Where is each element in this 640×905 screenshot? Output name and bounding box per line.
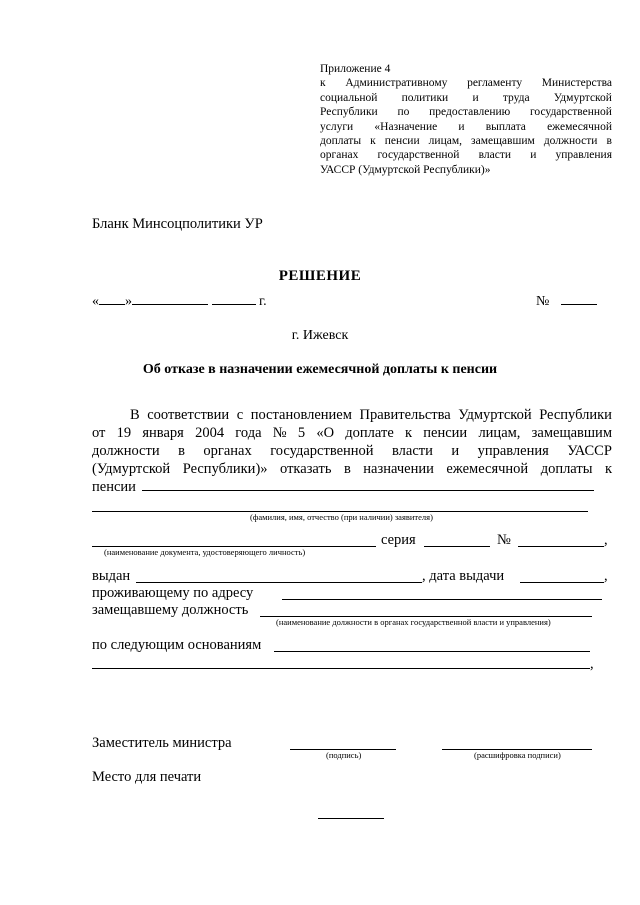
word: от xyxy=(92,425,106,441)
word: власти xyxy=(392,443,433,459)
word: социальной xyxy=(320,91,378,104)
signature-decode-caption: (расшифровка подписи) xyxy=(474,750,561,760)
grounds-label: по следующим основаниям xyxy=(92,637,262,653)
appendix-line: УАССР (Удмуртской Республики)» xyxy=(320,163,491,176)
word: выплата xyxy=(485,120,526,133)
word: органах xyxy=(320,149,359,162)
word: власти xyxy=(478,149,512,162)
issued-label: выдан xyxy=(92,568,131,584)
word: Удмуртской xyxy=(458,407,532,423)
series-field[interactable] xyxy=(424,546,490,547)
address-label: проживающему по адресу xyxy=(92,585,254,601)
word: Республики xyxy=(539,407,612,423)
appendix-line xyxy=(320,105,612,119)
quote-close: » xyxy=(125,294,132,309)
word: предоставлению xyxy=(429,106,511,119)
word: должности xyxy=(92,443,160,459)
word: должности xyxy=(543,135,598,148)
word: доплате xyxy=(345,425,394,441)
word: отказать xyxy=(280,461,332,477)
number-label: № xyxy=(536,294,550,309)
word: Республики xyxy=(320,106,378,119)
word: соответствии xyxy=(147,407,230,423)
grounds-field-2[interactable] xyxy=(92,668,590,669)
signature-caption: (подпись) xyxy=(326,750,362,760)
grounds-field[interactable] xyxy=(274,651,590,652)
paragraph-line xyxy=(92,478,612,496)
word: В xyxy=(130,407,140,423)
series-label: серия xyxy=(381,532,416,548)
pension-name-field[interactable] xyxy=(142,478,594,491)
quote-open: « xyxy=(92,294,99,309)
appendix-line xyxy=(320,76,612,90)
word: замещавшим xyxy=(471,135,535,148)
word: пенсии xyxy=(384,135,420,148)
decision-title: РЕШЕНИЕ xyxy=(278,268,362,284)
word: № xyxy=(272,425,287,441)
appendix-line: Приложение 4 xyxy=(320,63,391,75)
fio-caption: (фамилия, имя, отчество (при наличии) заявителя) xyxy=(250,512,433,522)
word: доплаты xyxy=(540,461,593,477)
word: и xyxy=(451,443,460,459)
paragraph-line xyxy=(92,406,612,424)
word: Удмуртской xyxy=(553,91,612,104)
word: «Назначение xyxy=(374,120,438,133)
deputy-minister-label: Заместитель министра xyxy=(92,735,232,751)
word: пенсии xyxy=(423,425,468,441)
word: назначении xyxy=(363,461,434,477)
word: ежемесячной xyxy=(446,461,529,477)
city-label: г. Ижевск xyxy=(291,328,349,343)
decision-number-field[interactable] xyxy=(561,292,597,305)
paragraph-line xyxy=(92,424,612,442)
footer-rule xyxy=(318,818,384,819)
word: и xyxy=(530,149,537,162)
word: государственной xyxy=(377,149,460,162)
word: замещавшим xyxy=(531,425,612,441)
word: 19 xyxy=(116,425,132,441)
decision-subject: Об отказе в назначении ежемесячной доплаты к пенсии xyxy=(142,362,498,377)
word: к xyxy=(320,77,326,90)
word: к xyxy=(604,461,612,477)
paragraph-line-text: пенсии xyxy=(92,479,136,495)
word: «О xyxy=(316,425,335,441)
word: (Удмуртской xyxy=(92,461,171,477)
doc-number-label: № xyxy=(497,532,511,548)
position-label: замещавшему должность xyxy=(92,602,249,618)
stamp-place-label: Место для печати xyxy=(92,769,202,785)
word: управления xyxy=(555,149,612,162)
word: государственной xyxy=(270,443,374,459)
word: Административному xyxy=(345,77,448,90)
position-caption: (наименование должности в органах государственной власти и управления) xyxy=(276,617,551,627)
month-field[interactable] xyxy=(132,292,208,305)
word: Правительства xyxy=(359,407,451,423)
word: доплаты xyxy=(320,135,362,148)
issued-by-field[interactable] xyxy=(136,582,422,583)
word: постановлением xyxy=(250,407,352,423)
date-row xyxy=(92,292,267,310)
issue-date-field[interactable] xyxy=(520,582,604,583)
decision-number-row xyxy=(536,292,597,310)
word: к xyxy=(405,425,413,441)
appendix-line xyxy=(320,91,612,105)
word: в xyxy=(178,443,185,459)
year-suffix: г. xyxy=(259,294,267,309)
word: политики xyxy=(401,91,449,104)
appendix-line xyxy=(320,148,612,162)
word: услуги xyxy=(320,120,354,133)
word: труда xyxy=(502,91,530,104)
paragraph-line xyxy=(92,442,612,460)
word: лицам, xyxy=(478,425,521,441)
paragraph-line xyxy=(92,460,612,478)
word: в xyxy=(343,461,351,477)
word: Министерства xyxy=(541,77,612,90)
word: ежемесячной xyxy=(547,120,612,133)
decision-paragraph xyxy=(92,406,612,496)
word: года xyxy=(235,425,262,441)
document-caption: (наименование документа, удостоверяющего личность) xyxy=(104,547,306,557)
ministry-blank-label: Бланк Минсоцполитики УР xyxy=(92,216,263,232)
word: к xyxy=(370,135,376,148)
word: по xyxy=(397,106,410,119)
appendix-block xyxy=(320,62,612,177)
word: и xyxy=(472,91,479,104)
word: января xyxy=(142,425,184,441)
appendix-line xyxy=(320,120,612,134)
day-field[interactable] xyxy=(99,292,125,305)
word: регламенту xyxy=(467,77,523,90)
doc-number-field[interactable] xyxy=(518,546,604,547)
word: с xyxy=(236,407,244,423)
issue-date-label: , дата выдачи xyxy=(422,568,505,584)
appendix-line xyxy=(320,134,612,148)
word: в xyxy=(606,135,612,148)
word: органах xyxy=(203,443,252,459)
word: УАССР xyxy=(567,443,612,459)
word: лицам, xyxy=(428,135,462,148)
address-field[interactable] xyxy=(282,599,602,600)
word: 5 xyxy=(297,425,306,441)
word: Республики)» xyxy=(182,461,268,477)
word: и xyxy=(458,120,465,133)
word: государственной xyxy=(530,106,612,119)
word: управления xyxy=(477,443,549,459)
year-field[interactable] xyxy=(212,292,256,305)
word: 2004 xyxy=(195,425,225,441)
